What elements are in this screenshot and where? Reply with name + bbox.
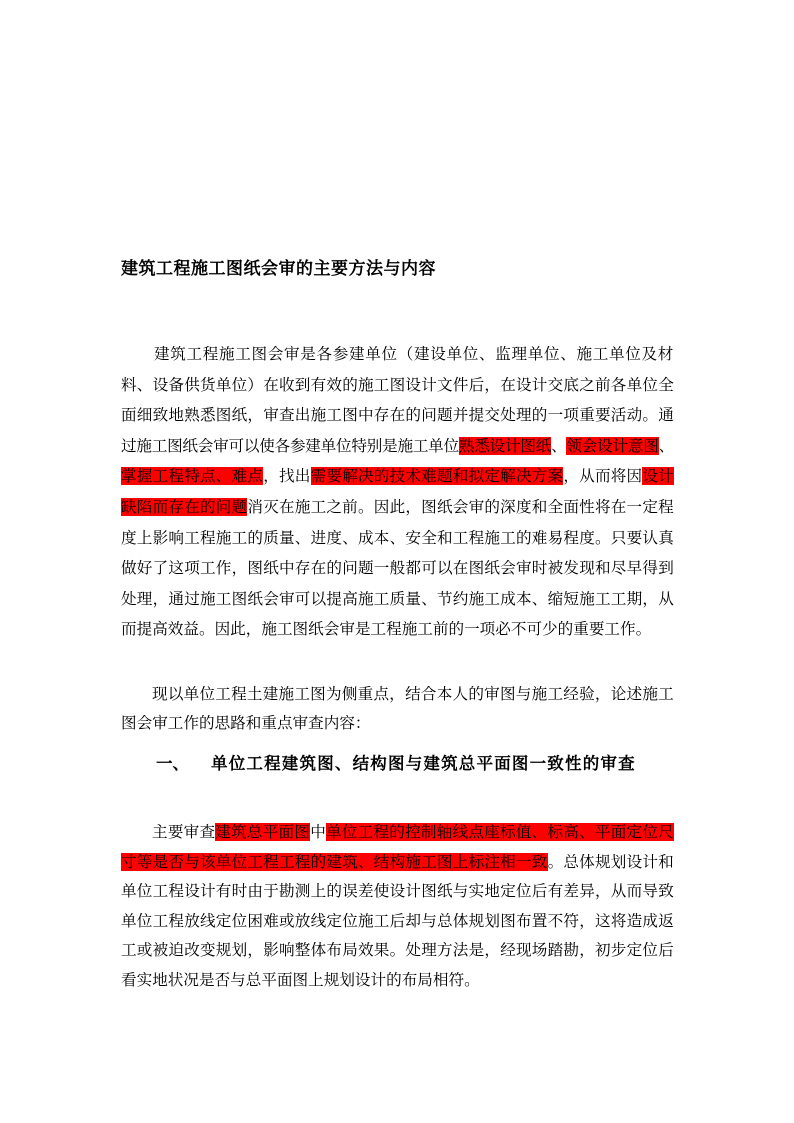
section-heading-text: 单位工程建筑图、结构图与建筑总平面图一致性的审查 <box>211 754 636 773</box>
text-segment: 图会审工作的思路和重点审查内容： <box>121 714 371 732</box>
highlighted-text: 设计 <box>642 467 674 486</box>
text-line <box>121 374 674 396</box>
text-segment: 看实地状况是否与总平面图上规划设计的布局相符。 <box>121 970 480 989</box>
text-segment: 工或被迫改变规划，影响整体布局效果。处理方法是，经现场踏勘，初步定位后 <box>121 941 674 959</box>
text-segment: ，找出 <box>263 467 311 486</box>
text-segment: 处理，通过施工图纸会审可以提高施工质量、节约施工成本、缩短施工工期，从 <box>121 589 674 608</box>
text-line <box>121 465 674 487</box>
text-line <box>121 557 674 579</box>
text-line <box>152 821 674 843</box>
text-segment: 而提高效益。因此，施工图纸会审是工程施工前的一项必不可少的重要工作。 <box>121 620 652 639</box>
section-number: 一、 <box>156 754 189 773</box>
text-segment: 度上影响工程施工的质量、进度、成本、安全和工程施工的难易程度。只要认真 <box>121 528 674 547</box>
text-segment: 建筑工程施工图会审是各参建单位（建设单位、监理单位、施工单位及材 <box>154 345 674 363</box>
section-heading-1 <box>0 750 794 776</box>
text-line <box>152 683 674 705</box>
text-segment: 中 <box>310 823 327 841</box>
text-segment: 现以单位工程土建施工图为侧重点，结合本人的审图与施工经验，论述施工 <box>152 685 674 703</box>
highlighted-text: 需要解决的技术难题和拟定解决方案 <box>310 467 564 486</box>
text-segment: 。总体规划设计和 <box>547 852 674 871</box>
text-segment: 主要审查 <box>152 823 216 841</box>
text-segment: 面细致地熟悉图纸，审查出施工图中存在的问题并提交处理的一项重要活动。通 <box>121 406 674 425</box>
highlighted-text: 寸等是否与该单位工程工程的建筑、结构施工图上标注相一致 <box>121 852 548 871</box>
highlighted-text: 建筑总平面图 <box>215 823 311 841</box>
text-line <box>121 910 674 932</box>
text-segment: ，从而将因 <box>563 467 643 486</box>
text-segment: 料、设备供货单位）在收到有效的施工图设计文件后，在设计交底之前各单位全 <box>121 375 674 394</box>
highlighted-text: 掌握工程特点、难点 <box>121 467 264 486</box>
highlighted-text: 领会设计意图 <box>566 436 659 455</box>
highlighted-text: 缺陷而存在的问题 <box>121 498 248 516</box>
text-line <box>121 527 674 549</box>
text-line <box>121 435 674 457</box>
text-line <box>121 588 674 610</box>
document-title: 建筑工程施工图纸会审的主要方法与内容 <box>121 259 436 279</box>
text-segment: 过施工图纸会审可以使各参建单位特别是施工单位 <box>121 436 459 455</box>
text-line <box>121 851 674 873</box>
text-line <box>121 618 651 640</box>
text-line <box>121 712 371 734</box>
text-segment: 、 <box>551 436 567 455</box>
text-line <box>154 343 674 365</box>
text-line <box>121 496 674 518</box>
text-line <box>121 880 674 902</box>
text-line <box>121 939 674 961</box>
highlighted-text: 单位工程的控制轴线点座标值、标高、平面定位尺 <box>326 823 674 841</box>
text-segment: 消灭在施工之前。因此，图纸会审的深度和全面性将在一定程 <box>247 498 674 516</box>
text-line <box>121 404 674 426</box>
text-segment: 单位工程放线定位困难或放线定位施工后却与总体规划图布置不符，这将造成返 <box>121 911 674 930</box>
text-segment: 单位工程设计有时由于勘测上的误差使设计图纸与实地定位后有差异，从而导致 <box>121 882 674 900</box>
text-line <box>121 969 480 991</box>
highlighted-text: 熟悉设计图纸 <box>458 436 552 455</box>
text-segment: 做好了这项工作，图纸中存在的问题一般都可以在图纸会审时被发现和尽早得到 <box>121 559 674 578</box>
text-segment: 、 <box>658 436 674 455</box>
